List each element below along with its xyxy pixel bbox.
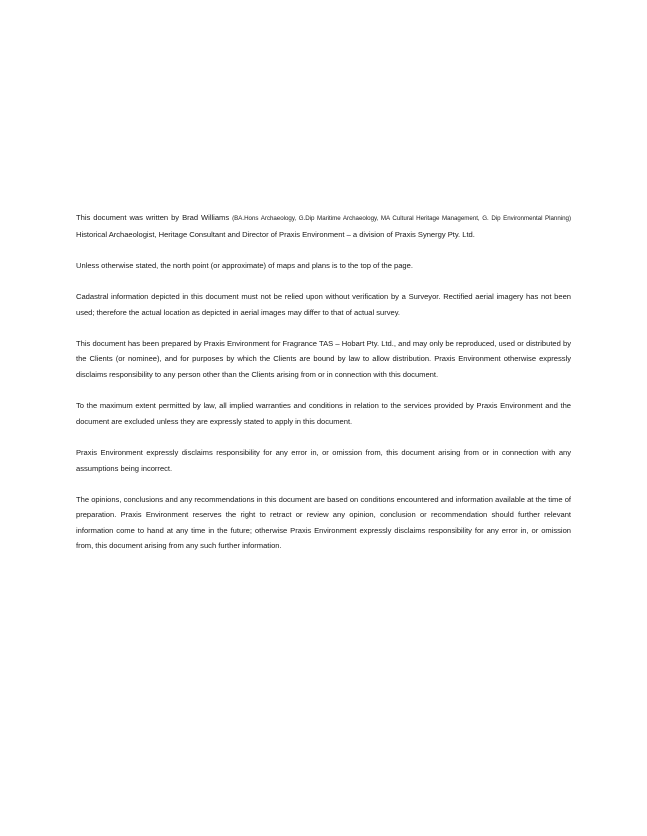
warranties-paragraph: To the maximum extent permitted by law, all implied warranties and conditions in relation to the services provided by Praxis Environment and the document are excluded unless they are expressly stated to apply in this document.	[76, 401, 571, 426]
author-tail: Historical Archaeologist, Heritage Consultant and Director of Praxis Environment – a division of Praxis Synergy Pty. Ltd.	[76, 229, 475, 239]
author-lead: This document was written by Brad Williams	[76, 213, 233, 222]
prepared-for-paragraph: This document has been prepared by Praxis Environment for Fragrance TAS – Hobart Pty. Ltd., and may only be reproduced, used or distributed by the Clients (or nominee), and for purposes by which the Clients are bound by law to allow distribution. Praxis Environment otherwise expressly disclaims responsibility to any person other than the Clients arising from or in connection with this document.	[76, 338, 571, 379]
disclaimer-section	[76, 210, 571, 570]
cadastral-paragraph: Cadastral information depicted in this document must not be relied upon without verification by a Surveyor. Rectified aerial imagery has not been used; therefore the actual location as depicted in aerial images may differ to that of actual survey.	[76, 291, 571, 317]
opinions-paragraph: The opinions, conclusions and any recommendations in this document are based on conditions encountered and information available at the time of preparation. Praxis Environment reserves the right to retract or review any opinion, conclusion or recommendation should further relevant information come to hand at any time in the future; otherwise Praxis Environment expressly disclaims responsibility for any error in, or omission from, this document arising from any such further information.	[76, 494, 571, 551]
north-point-paragraph: Unless otherwise stated, the north point (or approximate) of maps and plans is to the top of the page.	[76, 260, 413, 270]
author-credentials: (BA.Hons Archaeology, G.Dip Maritime Archaeology, MA Cultural Heritage Management, G. Dip Environmental Planning)	[232, 215, 572, 222]
author-paragraph	[76, 210, 571, 242]
assumptions-paragraph: Praxis Environment expressly disclaims responsibility for any error in, or omission from, this document arising from or in connection with any assumptions being incorrect.	[76, 447, 571, 473]
